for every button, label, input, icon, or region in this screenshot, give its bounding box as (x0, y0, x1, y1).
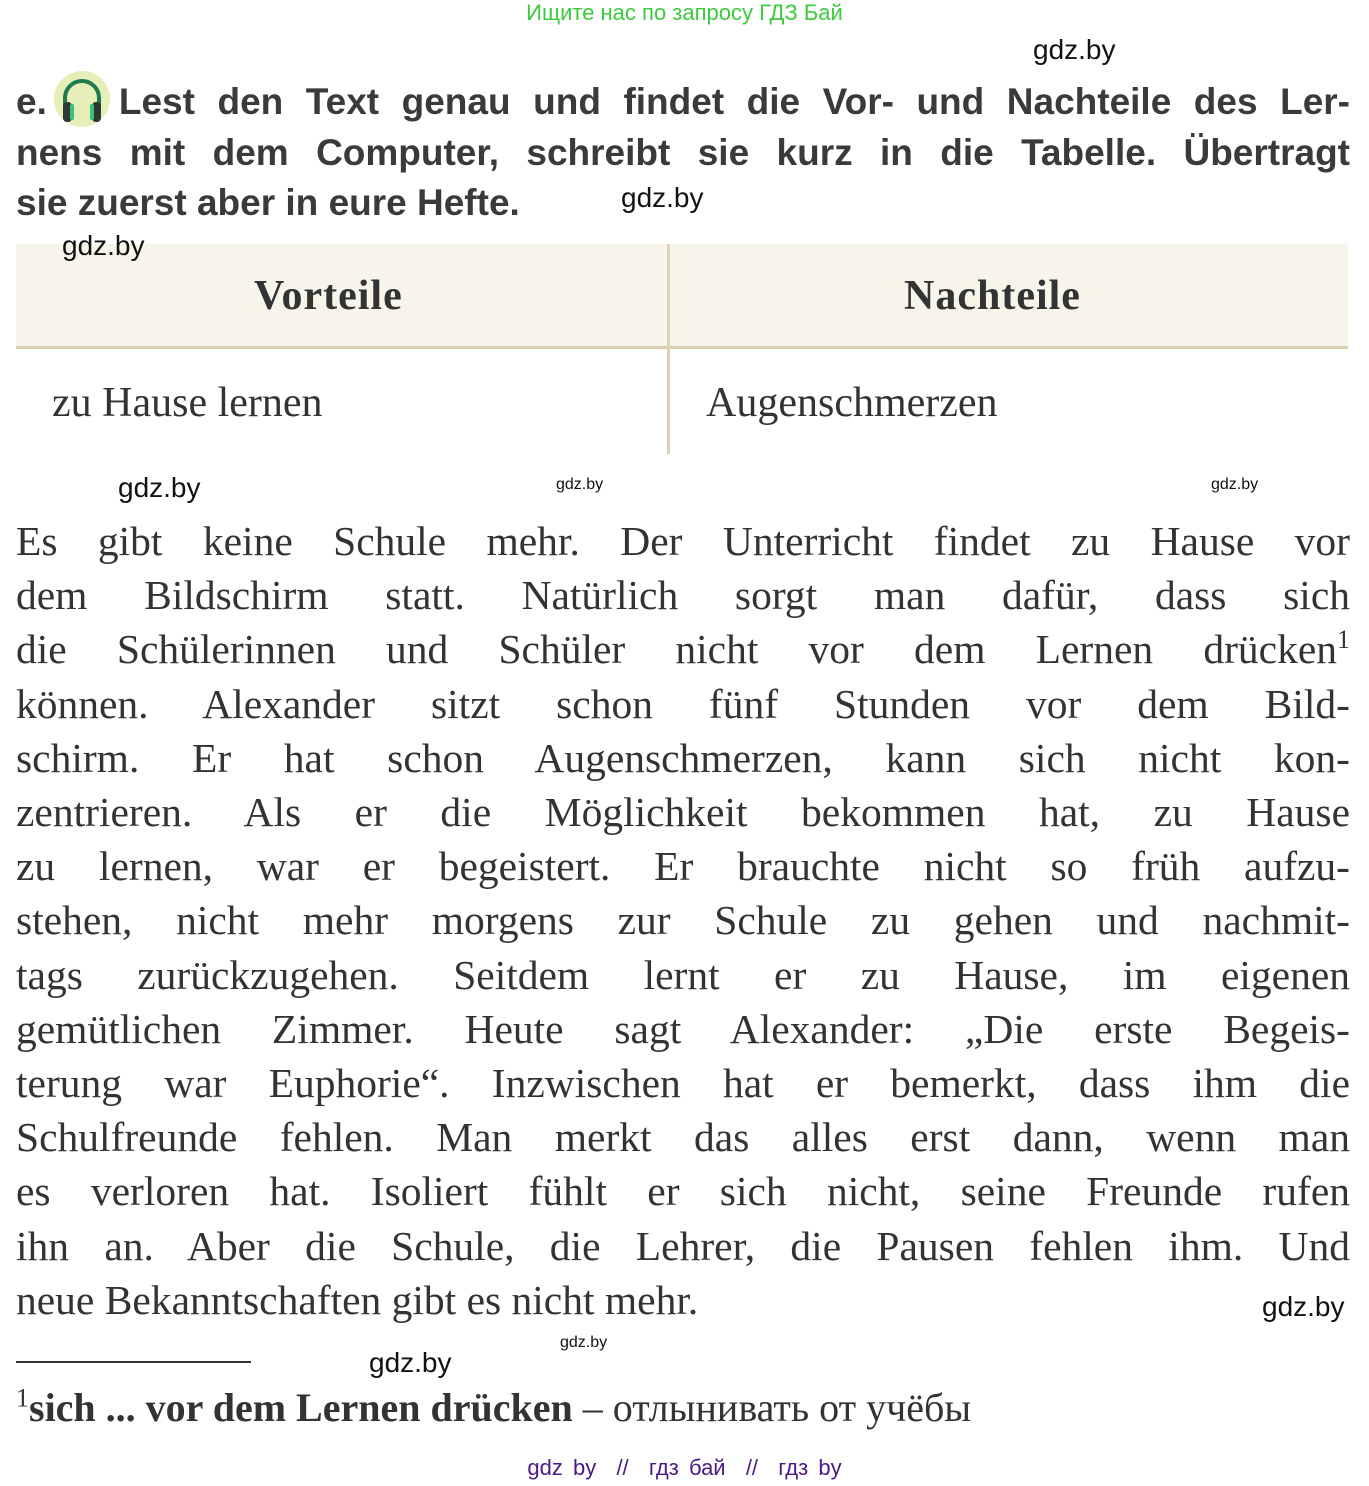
task-letter: e. (16, 81, 47, 122)
header-vorteile: Vorteile (254, 273, 403, 319)
task-line: sie zuerst aber in eure Hefte. (16, 182, 520, 223)
cell-vorteil: zu Hause lernen (52, 380, 323, 426)
text-line: terung war Euphorie“. Inzwischen hat er bemerkt, dass ihm die (16, 1060, 1350, 1107)
text-line: ihn an. Aber die Schule, die Lehrer, die Pausen fehlen ihm. Und (16, 1222, 1350, 1269)
text-line: tags zurückzugehen. Seitdem lernt er zu Hause, im eigenen (16, 951, 1350, 998)
header-nachteile: Nachteile (904, 273, 1081, 319)
headphones-icon[interactable] (53, 70, 111, 128)
task-line: Lest den Text genau und findet die Vor- und Nachteile des Ler- (118, 81, 1350, 122)
text-line: neue Bekanntschaften gibt es nicht mehr. (16, 1276, 699, 1323)
footnote-translation: – отлынивать от учёбы (572, 1385, 972, 1430)
bottom-links[interactable]: gdz by // гдз бай // гдз by (527, 1455, 842, 1480)
footnote-ref: 1 (1337, 625, 1350, 655)
top-ad-text[interactable]: Ищите нас по запросу ГДЗ Бай (526, 0, 843, 25)
watermark: gdz.by (1262, 1291, 1345, 1322)
text-line: es verloren hat. Isoliert fühlt er sich nicht, seine Freunde rufen (16, 1168, 1350, 1215)
text-line: dem Bildschirm statt. Natürlich sorgt man dafür, dass sich (16, 572, 1350, 619)
watermark: gdz.by (621, 182, 704, 213)
cell-nachteil: Augenschmerzen (706, 380, 998, 426)
text-line: zentrieren. Als er die Möglichkeit bekommen hat, zu Hause (16, 789, 1350, 836)
footnote-term: sich ... vor dem Lernen drücken (29, 1385, 573, 1430)
watermark: gdz.by (560, 1334, 608, 1351)
watermark: gdz.by (62, 230, 145, 261)
text-line: stehen, nicht mehr morgens zur Schule zu gehen und nachmit- (16, 897, 1350, 944)
text-line: zu lernen, war er begeistert. Er brauchte nicht so früh aufzu- (16, 843, 1350, 890)
watermark: gdz.by (556, 476, 604, 493)
text-line: schirm. Er hat schon Augenschmerzen, kann sich nicht kon- (16, 734, 1350, 781)
watermark: gdz.by (369, 1347, 452, 1378)
table-header (16, 244, 1348, 349)
text-line: gemütlichen Zimmer. Heute sagt Alexander: „Die erste Begeis- (16, 1005, 1350, 1052)
watermark: gdz.by (118, 472, 201, 503)
watermark: gdz.by (1033, 34, 1116, 65)
footnote-divider (16, 1361, 251, 1363)
text-line: Schulfreunde fehlen. Man merkt das alles erst dann, wenn man (16, 1114, 1350, 1161)
reading-text (16, 514, 1350, 1327)
column-divider (667, 244, 670, 454)
footnote: $^1$sich ... vor dem Lernen drücken – отлынивать от учёбы (16, 1383, 972, 1430)
watermark: gdz.by (1211, 476, 1259, 493)
text-line: Es gibt keine Schule mehr. Der Unterricht findet zu Hause vor (16, 518, 1350, 564)
pros-cons-table (16, 244, 1348, 454)
task-line: nens mit dem Computer, schreibt sie kurz in die Tabelle. Übertragt (16, 132, 1350, 173)
text-line: können. Alexander sitzt schon fünf Stunden vor dem Bild- (16, 680, 1350, 727)
text-line: die Schülerinnen und Schüler nicht vor dem Lernen drücken$^1$ (16, 625, 1350, 673)
